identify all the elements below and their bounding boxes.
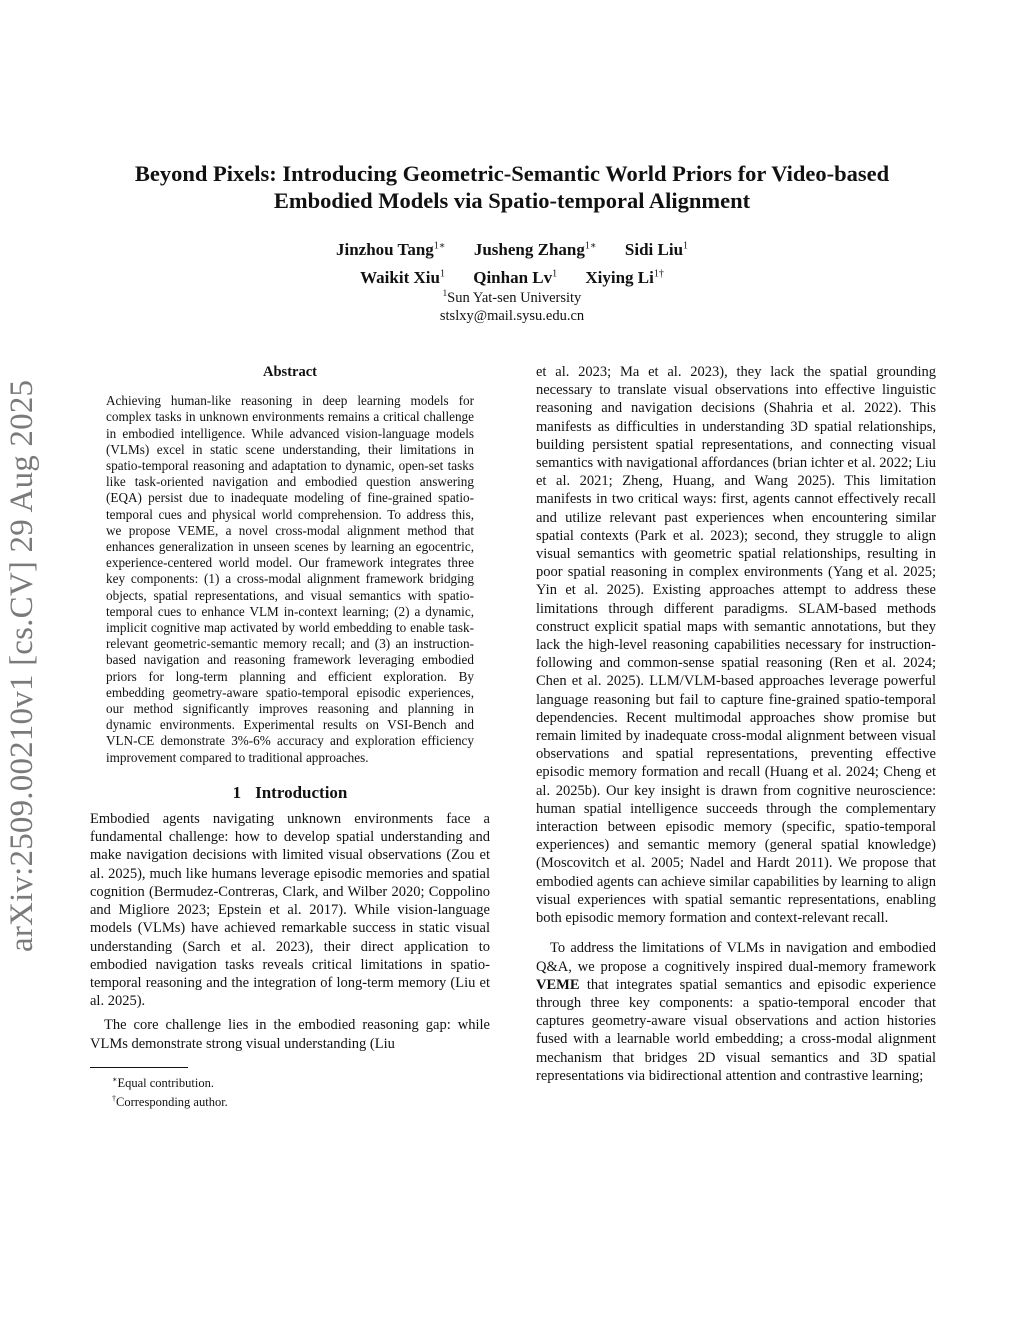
right-column [536,363,936,1091]
affiliation-name: Sun Yat-sen University [447,289,582,306]
contact-email: stslxy@mail.sysu.edu.cn [439,307,585,324]
author: Sidi Liu$^1$ [624,239,689,259]
section-heading-introduction: 1 Introduction [232,782,348,802]
author: Jinzhou Tang$^{1∗}$ [335,239,446,259]
title-line-1: Beyond Pixels: Introducing Geometric-Semantic World Priors for Video-based [134,161,890,186]
abstract-heading: Abstract [263,364,317,380]
footnote-corresponding-author: †Corresponding author. [112,1093,228,1110]
intro-paragraph-3: To address the limitations of VLMs in navigation and embodied Q&A, we propose a cognitively inspired dual-memory framework VEME that integrates spatial semantics and episodic experience through three key components: a spatio-temporal encoder that captures geometry-aware visual observations and action histories fused with a learnable world embedding; a cross-modal alignment mechanism that bridges 2D visual semantics and 3D spatial representations via bidirectional attention and contrastive learning; [536,940,936,1084]
author: Xiying $Li^{1\dagger}$ [585,268,664,288]
author: Qinhan Lv$^1$ [473,268,558,288]
abstract-text: Achieving human-like reasoning in deep learning models for complex tasks in unknown environments remains a critical challenge in embodied intelligence. While advanced vision-language models (VLMs) excel in static scene understanding, their limitations in spatio-temporal reasoning and adaptation to dynamic, open-set tasks like task-oriented navigation and embodied question answering (EQA) persist due to inadequate modeling of fine-grained spatio-temporal cues and physical world comprehension. To address this, we propose VEME, a novel cross-modal alignment method that enhances generalization in unseen scenes by learning an egocentric, experience-centered world model. Our framework integrates three key components: (1) a cross-modal alignment framework bridging objects, spatial representations, and visual semantics with spatio-temporal cues to enhance VLM in-context learning; (2) a dynamic, implicit cognitive map activated by world embedding to enable task-relevant geometric-semantic memory recall; and (3) an instruction-based navigation and reasoning framework leveraging embodied priors for long-term planning and efficient exploration. By embedding geometry-aware spatio-temporal episodic experiences, our method significantly improves reasoning and planning in dynamic environments. Experimental results on VSI-Bench and VLN-CE demonstrate 3%-6% accuracy and exploration efficiency improvement compared to traditional approaches. [106,393,474,765]
footnote-equal-contribution: ∗Equal contribution. [112,1074,214,1090]
footnote-divider [90,1067,188,1068]
intro-paragraph-1: Embodied agents navigating unknown environments face a fundamental challenge: how to develop spatial understanding and make navigation decisions with limited visual observations (Zou et al. 2025), much like humans leverage episodic memories and spatial cognition (Bermudez-Contreras, Clark, and Wilber 2020; Coppolino and Migliore 2023; Epstein et al. 2017). While vision-language models (VLMs) have achieved remarkable success in static visual understanding (Sarch et al. 2023), their direct application to embodied navigation tasks reveals critical limitations in spatio-temporal reasoning and the integration of long-term memory (Liu et al. 2025). [90,811,490,1010]
paper-title [0,160,1024,214]
intro-paragraph-2: The core challenge lies in the embodied reasoning gap: while VLMs demonstrate strong visual understanding (Liu [90,1017,490,1052]
intro-paragraph-2-continued: et al. 2023; Ma et al. 2023), they lack the spatial grounding necessary to translate visual observations into effective linguistic reasoning and navigation decisions (Shahria et al. 2022). This manifests as difficulties in understanding 3D spatial relationships, building persistent spatial representations, and connecting visual semantics with navigational affordances (brian ichter et al. 2022; Liu et al. 2021; Zheng, Huang, and Wang 2025). This limitation manifests in two critical ways: first, agents cannot effectively recall and utilize relevant past experiences when encountering similar spatial contexts (Park et al. 2023); second, they struggle to align visual semantics with geometric spatial relationships, resulting in poor spatial reasoning in complex environments (Yang et al. 2025; Yin et al. 2025). Existing approaches attempt to address these limitations through different paradigms. SLAM-based methods construct explicit spatial maps with semantic annotations, but they lack the high-level reasoning capabilities necessary for instruction-following and common-sense spatial reasoning (Ren et al. 2024; Chen et al. 2025). LLM/VLM-based approaches leverage powerful language reasoning but fail to capture fine-grained spatio-temporal dependencies. Recent multimodal approaches show promise but remain limited by inadequate cross-modal alignment between visual observations and spatial representations, preventing effective episodic memory formation and recall (Huang et al. 2024; Cheng et al. 2025b). Our key insight is drawn from cognitive neuroscience: human spatial intelligence succeeds through the complementary interaction between episodic memory (specific, spatio-temporal experiences) and semantic memory (general spatial knowledge) (Moscovitch et al. 2005; Nadel and Hardt 2011). We propose that embodied agents can achieve similar capabilities by learning to align visual experiences with spatial semantic representations, enabling both episodic memory formation and context-relevant recall. [536,364,936,927]
author: Waikit Xiu$^1$ [360,268,445,288]
arxiv-identifier-stamp: arXiv:2509.00210v1 [cs.CV] 29 Aug 2025 [4,379,40,952]
method-name-veme: VEME [536,976,580,993]
author-list [0,233,1024,290]
left-column [90,363,490,1110]
title-line-2: Embodied Models via Spatio-temporal Alignment [273,188,751,213]
affiliation-block: $^1$Sun Yat-sen University stslxy@mail.sysu.edu.cn [0,284,1024,325]
author: Jusheng Zhang$^{1∗}$ [473,239,597,259]
